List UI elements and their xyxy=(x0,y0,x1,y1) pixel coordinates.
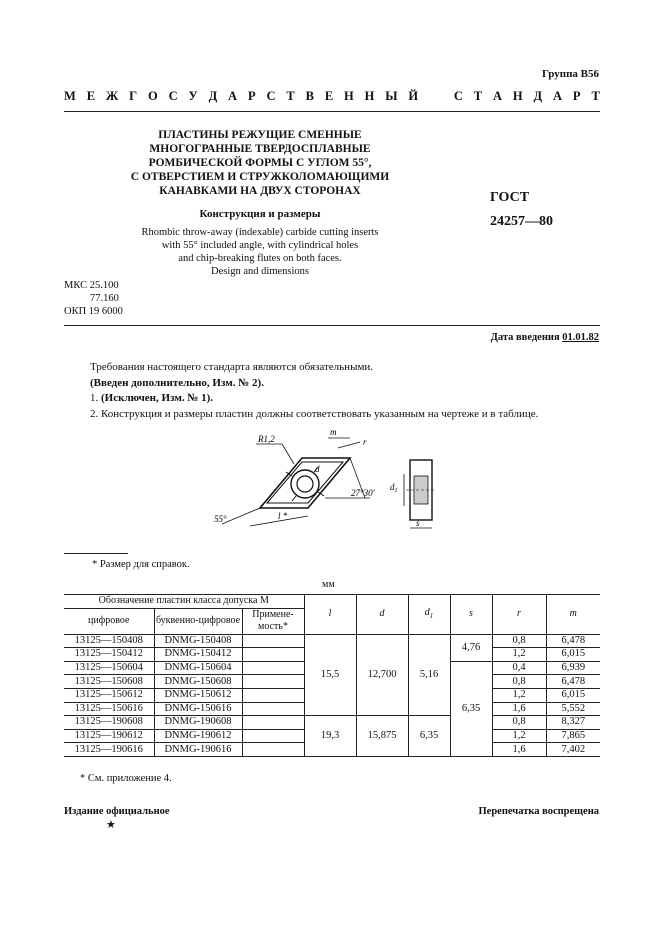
d1-label: $d_1$ xyxy=(390,482,398,494)
footnote-reference: * Размер для справок. xyxy=(92,559,190,570)
insert-drawing xyxy=(210,424,450,536)
table-row: 13125—150608 DNMG-150608 0,8 6,478 xyxy=(64,675,600,689)
d-label: d xyxy=(315,464,320,474)
gost-number: ГОСТ 24257—80 xyxy=(490,190,553,229)
document-title: ПЛАСТИНЫ РЕЖУЩИЕ СМЕННЫЕ МНОГОГРАННЫЕ ТВЕРДОСПЛАВНЫЕ РОМБИЧЕСКОЙ ФОРМЫ С УГЛОМ 55°, С ОТВЕРСТИЕМ И СТРУЖКОЛОМАЮЩИМИ КАНАВКАМИ НА ДВУХ СТОРОНАХ xyxy=(130,129,390,197)
r-label: r xyxy=(363,437,367,447)
introduction-date: Дата введения 01.01.82 xyxy=(490,332,599,343)
codes-rule xyxy=(64,325,600,326)
group-label: Группа В56 xyxy=(541,68,599,80)
table-row: 13125—190612 DNMG-190612 1,2 7,865 xyxy=(64,729,600,743)
s-label: s xyxy=(416,518,420,528)
group-l-15: 15,5 xyxy=(304,634,356,716)
body-line-4: 2. Конструкция и размеры пластин должны соответствовать указанным на чертеже и в таблице. xyxy=(90,407,539,420)
col-s: s xyxy=(450,595,492,635)
document-subtitle: Конструкция и размеры xyxy=(199,208,321,220)
hole-outer xyxy=(291,470,319,498)
s-635: 6,35 xyxy=(450,661,492,756)
table-row: 13125—150612 DNMG-150612 1,2 6,015 xyxy=(64,688,600,702)
footnote-appendix: * См. приложение 4. xyxy=(80,773,172,784)
col-alpha: буквенно-цифровое xyxy=(154,608,242,634)
m-label: m xyxy=(330,427,337,437)
col-r: r xyxy=(492,595,546,635)
english-title: Rhombic throw-away (indexable) carbide cutting inserts with 55° included angle, with cylindrical holes and chip-breaking flutes on both faces. Design and dimensions xyxy=(141,227,379,277)
group-d-15: 12,700 xyxy=(356,634,408,716)
col-d1: $d_1$ xyxy=(408,595,450,635)
star-icon: ★ xyxy=(106,819,116,831)
s-476: 4,76 xyxy=(450,634,492,661)
hole-inner xyxy=(297,476,313,492)
angle-55-label: 55° xyxy=(214,514,227,524)
unit-label: мм xyxy=(322,579,335,590)
classification-codes: МКС 25.100 77.160 ОКП 19 6000 xyxy=(64,280,123,317)
l-label: l * xyxy=(278,511,288,521)
col-m: m xyxy=(546,595,600,635)
angle-label: 27°30' xyxy=(351,488,375,498)
group-d-19: 15,875 xyxy=(356,716,408,757)
col-digital: цифровое xyxy=(64,608,154,634)
footnote-rule xyxy=(64,553,128,554)
col-l: l xyxy=(304,595,356,635)
body-text xyxy=(90,360,610,422)
body-line-2: (Введен дополнительно, Изм. № 2). xyxy=(90,376,264,389)
table-row: 13125—150604 DNMG-150604 6,35 0,4 6,939 xyxy=(64,661,600,675)
dimensions-table xyxy=(64,594,600,757)
group-d1-19: 6,35 xyxy=(408,716,450,757)
insert-chipbreaker xyxy=(267,462,343,503)
official-edition: Издание официальное xyxy=(64,806,170,817)
header-rule xyxy=(64,111,600,112)
table-group-header: Обозначение пластин класса допуска М xyxy=(64,595,304,609)
group-l-19: 19,3 xyxy=(304,716,356,757)
body-line-3: 1. (Исключен, Изм. № 1). xyxy=(90,392,214,404)
standard-type-heading: М Е Ж Г О С У Д А Р С Т В Е Н Н Ы Й С Т А Н Д А Р Т xyxy=(64,89,600,103)
radius-label: R1,2 xyxy=(258,434,275,444)
reprint-notice: Перепечатка воспрещена xyxy=(478,806,599,817)
col-d: d xyxy=(356,595,408,635)
insert-outline xyxy=(260,458,350,508)
table-row: 13125—150408 DNMG-150408 15,5 12,700 5,16 4,76 0,8 6,478 xyxy=(64,634,600,648)
table-row: 13125—190608 DNMG-190608 19,3 15,875 6,35 0,8 8,327 xyxy=(64,716,600,730)
table-row: 13125—150412 DNMG-150412 1,2 6,015 xyxy=(64,648,600,662)
table-row: 13125—190616 DNMG-190616 1,6 7,402 xyxy=(64,743,600,757)
group-d1-15: 5,16 xyxy=(408,634,450,716)
col-usage: Примене- мость* xyxy=(242,608,304,634)
table-row: 13125—150616 DNMG-150616 1,6 5,552 xyxy=(64,702,600,716)
body-line-1: Требования настоящего стандарта являются обязательными. xyxy=(90,361,374,373)
